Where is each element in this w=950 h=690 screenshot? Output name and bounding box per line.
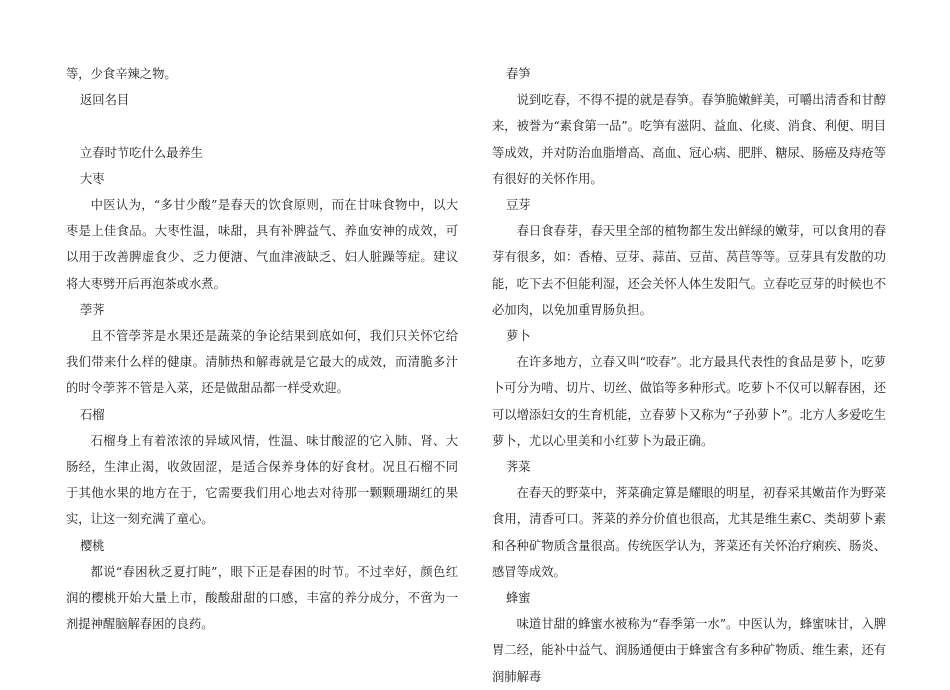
spacer bbox=[66, 113, 458, 139]
section-body-pomegranate: 石榴身上有着浓浓的异域风情，性温、味甘酸涩的它入肺、肾、大肠经，生津止渴，收敛固涩，是适合保养身体的好食材。况且石榴不同于其他水果的地方在于，它需要我们用心地去对待那一颗颗珊瑚红的果实，让这一刻充满了童心。 bbox=[66, 433, 458, 527]
section-body-radish: 在许多地方，立春又叫“咬春”。北方最具代表性的食品是萝卜，吃萝卜可分为啃、切片、切丝、做馅等多种形式。吃萝卜不仅可以解春困，还可以增添妇女的生育机能，立春萝卜又称为“子孙萝卜”。北方人多爱吃生萝卜，尤以心里美和小红萝卜为最正确。 bbox=[492, 355, 886, 448]
section-body-jujube: 中医认为，“多甘少酸”是春天的饮食原则，而在甘味食物中，以大枣是上佳食品。大枣性温，味甜，具有补脾益气、养血安神的成效，可以用于改善脾虚食少、乏力便溏、气血津液缺乏、妇人脏躁等症。建议将大枣劈开后再泡茶或水煮。 bbox=[66, 198, 458, 291]
section-body-spring-bamboo: 说到吃春，不得不提的就是春笋。春笋脆嫩鲜美，可嚼出清香和甘醇来，被誉为“素食第一品”。吃笋有滋阴、益血、化痰、消食、利便、明目等成效，并对防治血脂增高、高血、冠心病、肥胖、糖尿、肠癌及痔疮等有很好的关怀作用。 bbox=[492, 93, 886, 186]
section-heading-spring-bamboo: 春笋 bbox=[506, 67, 531, 81]
section-body-honey: 味道甘甜的蜂蜜水被称为“春季第一水”。中医认为，蜂蜜味甘，入脾胃二经，能补中益气、润肠通便由于蜂蜜含有多种矿物质、维生素，还有润肺解毒 bbox=[492, 617, 886, 684]
article-title: 立春时节吃什么最养生 bbox=[80, 145, 203, 160]
section-heading-water-chestnut: 荸荠 bbox=[80, 302, 105, 317]
section-body-water-chestnut: 且不管荸荠是水果还是蔬菜的争论结果到底如何，我们只关怀它给我们带来什么样的健康。清肺热和解毒就是它最大的成效，而清脆多汁的时令荸荠不管是入菜，还是做甜品都一样受欢迎。 bbox=[66, 329, 458, 396]
section-body-shepherds-purse: 在春天的野菜中，荠菜确定算是耀眼的明星，初春采其嫩苗作为野菜食用，清香可口。荠菜的养分价值也很高，尤其是维生素C、类胡萝卜素和各种矿物质含量很高。传统医学认为，荠菜还有关怀治疗痢疾、肠炎、感冒等成效。 bbox=[492, 486, 886, 579]
section-heading-cherry: 樱桃 bbox=[80, 538, 105, 553]
right-column bbox=[492, 61, 886, 690]
section-heading-bean-sprouts: 豆芽 bbox=[506, 198, 531, 213]
section-heading-jujube: 大枣 bbox=[80, 171, 105, 186]
section-heading-pomegranate: 石榴 bbox=[80, 407, 105, 422]
section-heading-honey: 蜂蜜 bbox=[506, 591, 531, 606]
section-heading-shepherds-purse: 荠菜 bbox=[506, 460, 531, 475]
back-to-contents-link[interactable]: 返回名目 bbox=[80, 93, 130, 108]
left-column bbox=[66, 61, 458, 637]
section-body-bean-sprouts: 春日食春芽，春天里全部的植物都生发出鲜绿的嫩芽，可以食用的春芽有很多，如：香椿、豆芽、蒜苗、豆苗、莴苣等等。豆芽具有发散的功能，吃下去不但能利湿，还会关怀人体生发阳气。立春吃豆芽的时候也不必加肉，以免加重胃肠负担。 bbox=[492, 224, 886, 317]
section-heading-radish: 萝卜 bbox=[506, 329, 531, 344]
section-body-cherry: 都说“春困秋乏夏打盹”，眼下正是春困的时节。不过幸好，颜色红润的樱桃开始大量上市，酸酸甜甜的口感，丰富的养分成分，不啻为一剂提神醒脑解春困的良药。 bbox=[66, 564, 458, 632]
paragraph-continuation: 等，少食辛辣之物。 bbox=[66, 67, 177, 81]
